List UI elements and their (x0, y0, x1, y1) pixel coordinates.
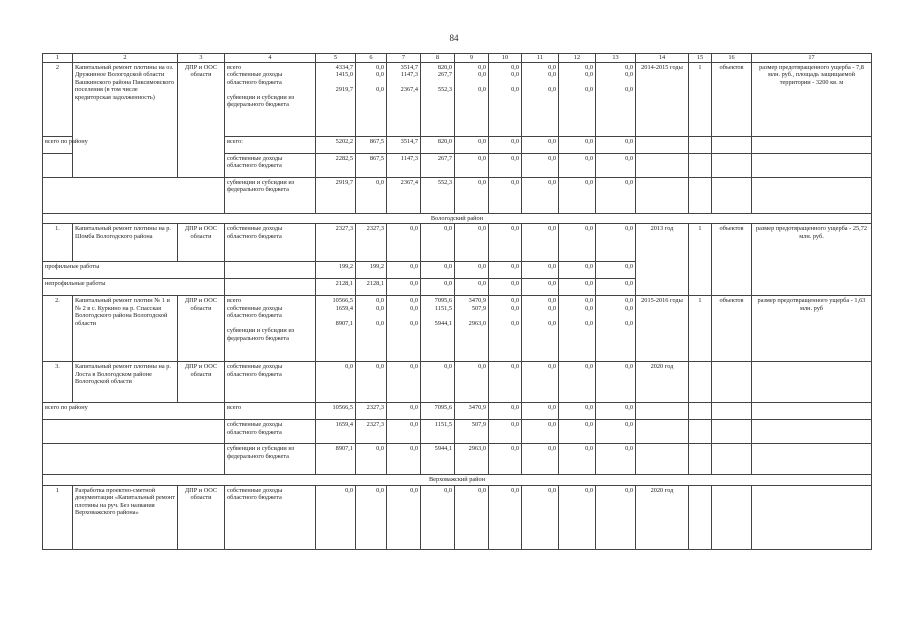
table-cell: ДПР и ООС области (178, 362, 225, 403)
table-cell: 2963,0 (455, 444, 489, 475)
table-cell: 0,0 (596, 262, 636, 279)
table-cell (689, 485, 712, 549)
table-cell: 0,0 (522, 224, 559, 262)
table-cell: 1151,5 (421, 420, 455, 444)
table-cell: 0,0 (596, 362, 636, 403)
table-cell: всего по району (43, 403, 225, 420)
table-cell: 2014-2015 годы (636, 62, 689, 136)
table-cell: 0,0 (421, 485, 455, 549)
table-cell: ДПР и ООС области (178, 485, 225, 549)
table-cell (712, 362, 752, 403)
table-cell (712, 403, 752, 420)
table-cell: 0,0 (522, 279, 559, 296)
table-cell (752, 485, 872, 549)
table-cell: 0,0 (489, 136, 522, 153)
table-cell (689, 403, 712, 420)
column-number: 13 (596, 54, 636, 63)
table-cell: всего: (225, 136, 316, 153)
column-number: 14 (636, 54, 689, 63)
table-cell: 0,0 (489, 153, 522, 177)
table-cell: 3470,9 507,9 2963,0 (455, 296, 489, 362)
table-cell: 2919,7 (316, 177, 356, 213)
table-cell: 867,5 (356, 136, 387, 153)
table-cell: 1. (43, 224, 73, 262)
table-cell: субвенции и субсидии из федерального бюджета (225, 444, 316, 475)
table-cell (43, 444, 225, 475)
table-cell: 5202,2 (316, 136, 356, 153)
table-cell (43, 153, 225, 177)
section-header-row (43, 475, 872, 486)
table-cell: 3514,7 1147,3 2367,4 (387, 62, 421, 136)
table-cell: 0,0 0,0 0,0 (596, 62, 636, 136)
table-cell: 1 (689, 62, 712, 136)
table-cell: 0,0 (559, 279, 596, 296)
table-cell: 0,0 (489, 420, 522, 444)
table-cell: 7095,6 1151,5 5944,1 (421, 296, 455, 362)
table-cell: 0,0 (522, 153, 559, 177)
table-cell: 2 (43, 62, 73, 136)
table-cell (636, 444, 689, 475)
table-cell: 0,0 (559, 224, 596, 262)
column-number: 17 (752, 54, 872, 63)
table-cell: 0,0 (421, 262, 455, 279)
table-cell: 0,0 0,0 0,0 (596, 296, 636, 362)
table-cell (752, 177, 872, 213)
table-cell: 1 (689, 224, 712, 296)
table-cell: 0,0 0,0 0,0 (455, 62, 489, 136)
table-cell (636, 153, 689, 177)
table-cell: 0,0 0,0 0,0 (356, 62, 387, 136)
table-cell: 552,3 (421, 177, 455, 213)
table-cell: 0,0 0,0 0,0 (559, 296, 596, 362)
table-cell (689, 362, 712, 403)
table-cell: 2327,3 (356, 224, 387, 262)
column-number: 1 (43, 54, 73, 63)
table-cell: собственные доходы областного бюджета (225, 485, 316, 549)
column-number: 8 (421, 54, 455, 63)
column-number: 3 (178, 54, 225, 63)
table-cell: собственные доходы областного бюджета (225, 224, 316, 262)
table-cell: 0,0 (316, 485, 356, 549)
table-cell: субвенции и субсидии из федерального бюджета (225, 177, 316, 213)
column-number: 2 (73, 54, 178, 63)
table-cell: 0,0 (522, 136, 559, 153)
table-cell: 3470,9 (455, 403, 489, 420)
table-row (43, 153, 872, 177)
table-cell: размер предотвращенного ущерба - 1,63 млн. руб (752, 296, 872, 362)
table-cell: 0,0 (596, 177, 636, 213)
table-cell: 2. (43, 296, 73, 362)
table-cell: 0,0 (489, 444, 522, 475)
section-header-row (43, 213, 872, 224)
table-cell: 2128,1 (356, 279, 387, 296)
column-number: 16 (712, 54, 752, 63)
column-number: 11 (522, 54, 559, 63)
table-cell (752, 362, 872, 403)
table-cell (689, 153, 712, 177)
table-row (43, 403, 872, 420)
table-cell: 0,0 (559, 136, 596, 153)
table-cell: 0,0 0,0 0,0 (387, 296, 421, 362)
table-cell: 0,0 (489, 485, 522, 549)
table-cell: 0,0 (387, 403, 421, 420)
column-number: 7 (387, 54, 421, 63)
table-cell: всего по району (43, 136, 225, 153)
table-cell: ДПР и ООС области (178, 296, 225, 362)
table-cell: 0,0 (522, 262, 559, 279)
table-cell: размер предотвращенного ущерба - 25,72 млн. руб. (752, 224, 872, 296)
table-cell (225, 279, 316, 296)
table-cell (636, 177, 689, 213)
table-cell: 0,0 (596, 420, 636, 444)
table-cell (225, 262, 316, 279)
table-cell: 0,0 (455, 362, 489, 403)
table-cell (752, 444, 872, 475)
table-cell: 8907,1 (316, 444, 356, 475)
table-cell: 0,0 (489, 177, 522, 213)
table-cell: 0,0 (522, 403, 559, 420)
table-cell: 0,0 (356, 177, 387, 213)
table-cell (752, 403, 872, 420)
table-cell: 2327,3 (356, 420, 387, 444)
table-cell: 0,0 (455, 485, 489, 549)
table-cell (43, 420, 225, 444)
table-cell (689, 136, 712, 153)
column-number: 15 (689, 54, 712, 63)
table-cell: 0,0 (455, 177, 489, 213)
table-cell: ДПР и ООС области (178, 224, 225, 262)
table-cell: 0,0 0,0 0,0 (559, 62, 596, 136)
table-cell (752, 153, 872, 177)
table-cell: 0,0 (421, 279, 455, 296)
table-cell: 0,0 (387, 485, 421, 549)
table-cell: 0,0 (596, 403, 636, 420)
table-cell: 0,0 0,0 0,0 (489, 296, 522, 362)
table-cell: объектов (712, 62, 752, 136)
table-cell (712, 485, 752, 549)
table-cell: 0,0 (455, 262, 489, 279)
table-cell (712, 153, 752, 177)
table-cell: 0,0 (421, 362, 455, 403)
table-cell: размер предотвращенного ущерба - 7,8 млн. руб., площадь защищаемой территории - 3200 кв. м (752, 62, 872, 136)
table-cell: 2327,3 (316, 224, 356, 262)
table-cell (712, 136, 752, 153)
table-cell: ДПР и ООС области (178, 62, 225, 177)
table-cell: 0,0 (356, 362, 387, 403)
table-cell: 0,0 (387, 224, 421, 262)
table-cell (636, 403, 689, 420)
table-cell: 10566,5 (316, 403, 356, 420)
table-cell: 3514,7 (387, 136, 421, 153)
table-cell: 1 (689, 296, 712, 362)
table-cell: Капитальный ремонт плотины на р. Шомба Вологодского района (73, 224, 178, 262)
table-cell (712, 420, 752, 444)
table-cell: 0,0 (387, 279, 421, 296)
table-cell: 0,0 (387, 420, 421, 444)
table-cell: собственные доходы областного бюджета (225, 362, 316, 403)
table-cell (636, 420, 689, 444)
table-cell: 0,0 (559, 485, 596, 549)
table-cell: 0,0 (596, 136, 636, 153)
table-cell: 0,0 (522, 362, 559, 403)
table-cell: 2020 год (636, 485, 689, 549)
table-cell: 0,0 (596, 279, 636, 296)
table-cell: 1 (43, 485, 73, 549)
table-cell: 0,0 (559, 262, 596, 279)
table-cell: 0,0 (596, 153, 636, 177)
table-cell: 0,0 0,0 0,0 (356, 296, 387, 362)
table-cell: Капитальный ремонт плотин № 1 и № 2 в с. Куркино на р. Спасская Вологодского района Вологодской области (73, 296, 178, 362)
table-cell: 7095,6 (421, 403, 455, 420)
table-cell: 0,0 (522, 177, 559, 213)
table-cell: 0,0 (356, 444, 387, 475)
table-cell: всего собственные доходы областного бюджета субвенции и субсидии из федерального бюджета (225, 62, 316, 136)
table-cell: 0,0 (455, 224, 489, 262)
table-cell: 5944,1 (421, 444, 455, 475)
table-row (43, 362, 872, 403)
column-number: 12 (559, 54, 596, 63)
table-cell: 0,0 0,0 0,0 (522, 62, 559, 136)
table-cell: 0,0 (455, 279, 489, 296)
table-cell: 0,0 (489, 262, 522, 279)
table-row (43, 444, 872, 475)
table-cell: 867,5 (356, 153, 387, 177)
table-cell: непрофильные работы (43, 279, 225, 296)
table-cell: 2128,1 (316, 279, 356, 296)
table-cell: Разработка проектно-сметной документации «Капитальный ремонт плотины на руч. Без названия Верховажского района» (73, 485, 178, 549)
column-number-row (43, 54, 872, 63)
table-cell (752, 420, 872, 444)
table-cell (689, 444, 712, 475)
table-cell: 0,0 (596, 485, 636, 549)
table-cell (636, 136, 689, 153)
table-cell: собственные доходы областного бюджета (225, 153, 316, 177)
table-cell: профильные работы (43, 262, 225, 279)
table-cell: 0,0 0,0 0,0 (522, 296, 559, 362)
table-cell: 267,7 (421, 153, 455, 177)
table-cell: 0,0 (387, 444, 421, 475)
table-cell: 0,0 (596, 224, 636, 262)
column-number: 9 (455, 54, 489, 63)
table-cell: 820,0 (421, 136, 455, 153)
table-cell: 0,0 (559, 177, 596, 213)
table-cell: 2013 год (636, 224, 689, 296)
table-cell: 2327,3 (356, 403, 387, 420)
table-cell: объектов (712, 296, 752, 362)
table-cell: 0,0 (559, 403, 596, 420)
table-cell: всего (225, 403, 316, 420)
column-number: 6 (356, 54, 387, 63)
page-number: 84 (449, 33, 459, 43)
table-cell: 0,0 (387, 262, 421, 279)
table-cell: 0,0 (522, 420, 559, 444)
table-cell: 3. (43, 362, 73, 403)
table-row (43, 485, 872, 549)
table-row (43, 224, 872, 262)
table-cell: 0,0 (489, 224, 522, 262)
table-cell: 820,0 267,7 552,3 (421, 62, 455, 136)
table-cell: собственные доходы областного бюджета (225, 420, 316, 444)
table-cell: 0,0 (316, 362, 356, 403)
column-number: 4 (225, 54, 316, 63)
table-cell: 0,0 (522, 444, 559, 475)
table-cell: 0,0 (356, 485, 387, 549)
table-cell: 0,0 (489, 403, 522, 420)
table-cell: объектов (712, 224, 752, 296)
table-cell: 0,0 (559, 362, 596, 403)
table-cell (689, 177, 712, 213)
table-cell: 0,0 (596, 444, 636, 475)
table-cell: 1147,3 (387, 153, 421, 177)
table-cell: 0,0 (455, 136, 489, 153)
table-cell: 0,0 (559, 444, 596, 475)
table-cell: 199,2 (356, 262, 387, 279)
table-cell: 0,0 (522, 485, 559, 549)
budget-table (42, 53, 872, 550)
table-cell (689, 420, 712, 444)
table-cell: 0,0 (559, 153, 596, 177)
table-cell: 0,0 (489, 279, 522, 296)
table-cell: 2282,5 (316, 153, 356, 177)
table-cell: 0,0 (559, 420, 596, 444)
table-cell: 1659,4 (316, 420, 356, 444)
table-cell (43, 177, 225, 213)
section-title: Вологодский район (43, 213, 872, 224)
table-cell: 4334,7 1415,0 2919,7 (316, 62, 356, 136)
table-cell: всего собственные доходы областного бюджета субвенции и субсидии из федерального бюджета (225, 296, 316, 362)
table-cell (712, 177, 752, 213)
table-cell: 10566,5 1659,4 8907,1 (316, 296, 356, 362)
table-cell: 2367,4 (387, 177, 421, 213)
table-cell: 0,0 (387, 362, 421, 403)
table-cell: 0,0 (455, 153, 489, 177)
table-cell: 507,9 (455, 420, 489, 444)
table-cell: 199,2 (316, 262, 356, 279)
table-cell (712, 444, 752, 475)
table-cell: 2015-2016 годы (636, 296, 689, 362)
table-cell (752, 136, 872, 153)
table-cell: 0,0 (421, 224, 455, 262)
section-title: Верховажский район (43, 475, 872, 486)
table-row (43, 420, 872, 444)
table-row (43, 177, 872, 213)
table-cell: 0,0 0,0 0,0 (489, 62, 522, 136)
column-number: 10 (489, 54, 522, 63)
table-cell: Капитальный ремонт плотины на р. Лоста в Вологодском районе Вологодской области (73, 362, 178, 403)
table-row (43, 296, 872, 362)
column-number: 5 (316, 54, 356, 63)
table-cell: Капитальный ремонт плотины на оз. Дружинное Вологодской области Вашкинского района Пиксимовского поселения (в том числе кредиторская задолженность) (73, 62, 178, 177)
table-row (43, 62, 872, 136)
table-row (43, 136, 872, 153)
table-cell: 2020 год (636, 362, 689, 403)
table-cell: 0,0 (489, 362, 522, 403)
